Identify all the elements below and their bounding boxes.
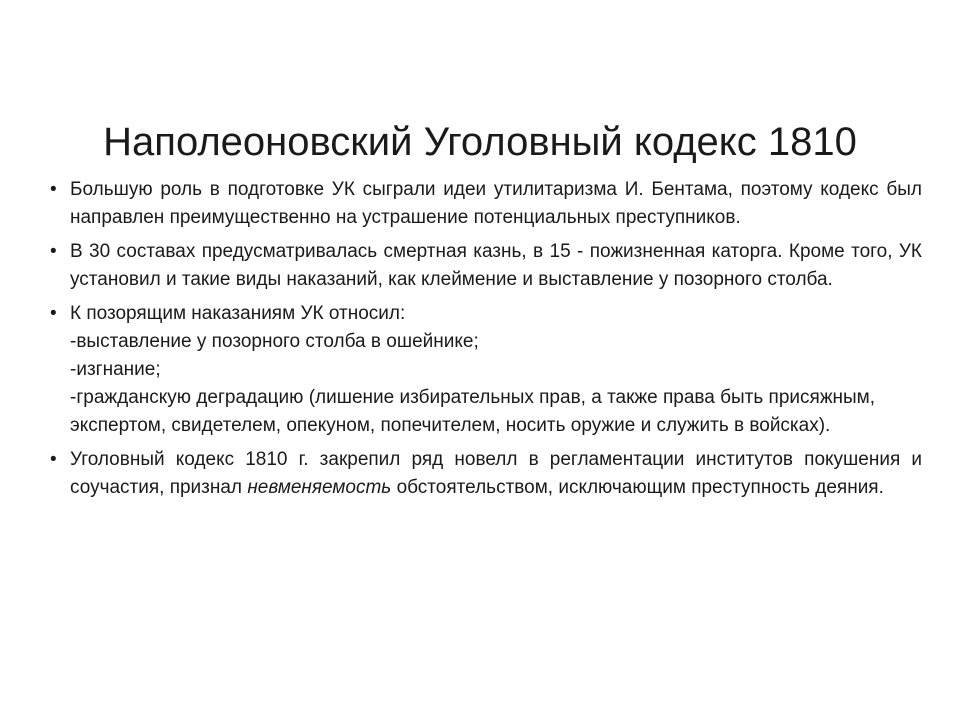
bullet-text-before: Уголовный кодекс 1810 г. закрепил ряд новелл в регламентации институтов покушения и соучастия, признал (70, 449, 922, 498)
slide-title: Наполеоновский Уголовный кодекс 1810 (103, 120, 857, 164)
sub-item: -гражданскую деградацию (лишение избирательных прав, а также права быть присяжным, экспертом, свидетелем, опекуном, попечителем, носить оружие и служить в войсках). (70, 387, 876, 436)
bullet-icon: • (50, 179, 57, 200)
bullet-item-4 (50, 446, 922, 502)
bullet-text-after: обстоятельством, исключающим преступность деяния. (391, 477, 884, 498)
bullet-text: Большую роль в подготовке УК сыграли идеи утилитаризма И. Бентама, поэтому кодекс был направлен преимущественно на устрашение потенциальных преступников. (70, 179, 922, 228)
emphasis-term: невменяемость (247, 477, 392, 498)
bullet-icon: • (50, 449, 57, 470)
bullet-item-3 (50, 300, 922, 440)
bullet-icon: • (50, 241, 57, 262)
bullet-icon: • (50, 303, 57, 324)
bullet-text: В 30 составах предусматривалась смертная казнь, в 15 - пожизненная каторга. Кроме того, УК установил и такие виды наказаний, как клеймение и выставление у позорного столба. (70, 241, 922, 290)
bullet-item-2 (50, 238, 922, 294)
bullet-item-1 (50, 176, 922, 232)
sub-item: -изгнание; (70, 359, 161, 380)
sub-item: -выставление у позорного столба в ошейнике; (70, 331, 479, 352)
bullet-list (50, 176, 922, 508)
bullet-intro: К позорящим наказаниям УК относил: (70, 303, 406, 324)
